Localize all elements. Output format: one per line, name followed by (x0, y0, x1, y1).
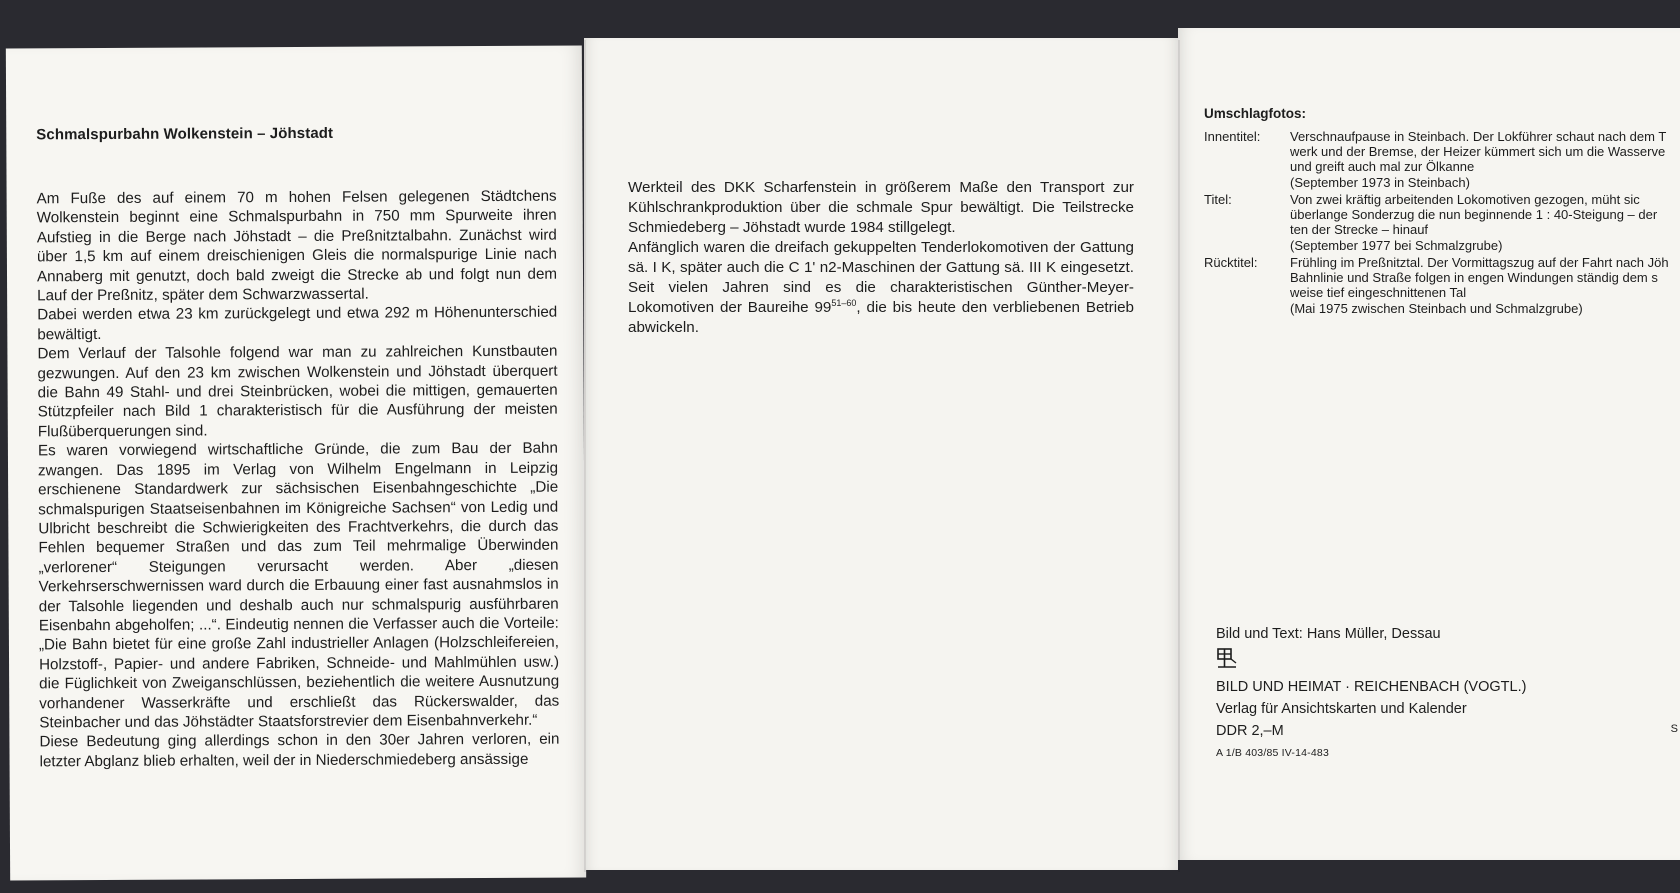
paragraph-text: Anfänglich waren die dreifach gekuppelten Tenderlokomotiven der Gattung sä. I K, später auch die C 1' n2-Maschinen der Gattung sä. III K eingesetzt. Seit vielen Jahren sind es die charakteristischen Günther-Meyer-Lokomotiven der Baureihe 99 (628, 239, 1134, 316)
caption-line: überlange Sonderzug die nun beginnende 1 : 40-Steigung – der (1290, 207, 1658, 223)
paragraph: Diese Bedeutung ging allerdings schon in den 30er Jahren verloren, ein letzter Abglanz blieb erhalten, weil der in Niederschmiedeberg ansässige (39, 730, 560, 771)
paragraph: Es waren vorwiegend wirtschaftliche Gründe, die zum Bau der Bahn zwangen. Das 1895 im Verlag von Wilhelm Engelmann in Leipzig erschienene Standardwerk zur sächsischen Eisenbahngeschichte „Die schmalspurigen Staatseisenbahnen im Königreiche Sachsen“ von Ledig und Ulbricht beschreibt die Schwierigkeiten des Frachtverkehrs, die durch das Fehlen bequemer Straßen und das zum Teil mehrmalige Überwinden „verlorener“ Steigungen verursacht werden. Aber „diesen Verkehrserschwernissen ward durch die Erbauung einer fast ausnahmslos in der Talsohle liegenden und deshalb auch nur schmalspurig ausführbaren Eisenbahn abgeholfen; ...“. Eindeutig nennen die Verfasser auch die Vorteile:„Die Bahn bietet für eine große Zahl industrieller Anlagen (Holzschleifereien, Holzstoff-, Papier- und andere Fabriken, Schneide- und Mahlmühlen usw.) die Füglichkeit von Zweiganschlüssen, beziehentlich die weitere Ausnutzung vorhandener Wasserkräfte und erschließt das Rückerswalder, das Steinbacher und das Jöhstädter Staatsforstrevier dem Eisenbahnverkehr.“ (37, 439, 560, 732)
photo-caption-text (1290, 255, 1680, 316)
photo-caption-text (1290, 129, 1680, 190)
caption-line: werk und der Bremse, der Heizer kümmert sich um die Wasserve (1290, 144, 1666, 160)
paragraph: Dem Verlauf der Talsohle folgend war man zu zahlreichen Kunstbauten gezwungen. Auf den 23 km zwischen Wolkenstein und Jöhstadt überquert die Bahn 49 Stahl- und drei Steinbrücken, wobei die mittigen, gemauerten Stützpfeiler nach Bild 1 charakteristisch für die Ausführung der meisten Flußüberquerungen sind. (37, 342, 558, 441)
paragraph: Dabei werden etwa 23 km zurückgelegt und etwa 292 m Höhenunterschied bewältigt. (37, 304, 558, 344)
caption-line: Verschnaufpause in Steinbach. Der Lokführer schaut nach dem T (1290, 129, 1667, 144)
article-continuation (628, 178, 1134, 338)
paragraph (628, 238, 1134, 338)
caption-line: (September 1977 bei Schmalzgrube) (1290, 237, 1503, 253)
left-page (6, 45, 586, 880)
publisher-name: BILD UND HEIMAT · REICHENBACH (VOGTL.) (1216, 679, 1527, 695)
caption-line: weise tief eingeschnittenen Tal (1290, 285, 1467, 301)
superscript: 51–60 (831, 297, 857, 308)
caption-line: Frühling im Preßnitztal. Der Vormittagszug auf der Fahrt nach Jöh (1290, 255, 1669, 270)
fold-line (584, 40, 586, 872)
page-title: Schmalspurbahn Wolkenstein – Jöhstadt (36, 124, 334, 144)
paragraph: Am Fuße des auf einem 70 m hohen Felsen gelegenen Städtchens Wolkenstein beginnt eine Schmalspurbahn in 750 mm Spurweite ihren Aufstieg in die Berge nach Jöhstadt – die Preßnitztalbahn. Zunächst wird über 1,5 km auf einem dreischienigen Gleis die normalspurige Linie nach Annaberg mit genutzt, doch bald zweigt die Strecke ab und folgt nun dem Lauf der Preßnitz, später dem Schwarzwassertal. (36, 187, 558, 305)
photo-caption-label: Innentitel: (1204, 129, 1261, 144)
caption-line: (Mai 1975 zwischen Steinbach und Schmalzgrube) (1290, 300, 1583, 316)
article-body (37, 187, 560, 772)
cover-photos-heading: Umschlagfotos: (1204, 106, 1307, 121)
edge-mark: S (1670, 723, 1678, 735)
caption-line: Bahnlinie und Straße folgen in engen Windungen ständig dem s (1290, 270, 1658, 286)
caption-line: Von zwei kräftig arbeitenden Lokomotiven gezogen, müht sic (1290, 192, 1640, 207)
publisher-logo-icon (1216, 647, 1238, 669)
fold-line (1178, 40, 1180, 872)
publisher-subtitle: Verlag für Ansichtskarten und Kalender (1216, 701, 1467, 717)
author-credit: Bild und Text: Hans Müller, Dessau (1216, 626, 1441, 642)
photo-caption-label: Rücktitel: (1204, 255, 1258, 270)
caption-line: ten der Strecke – hinauf (1290, 222, 1429, 238)
imprint (1216, 623, 1526, 764)
middle-page (584, 38, 1178, 870)
price-label: DDR 2,–M (1216, 723, 1284, 739)
paragraph: Werkteil des DKK Scharfenstein in größerem Maße den Transport zur Kühlschrankproduktion über die schmale Spur bewältigt. Die Teilstrecke Schmiedeberg – Jöhstadt wurde 1984 stillgelegt. (628, 179, 1134, 236)
caption-line: und greift auch mal zur Ölkanne (1290, 159, 1475, 175)
photo-caption-text (1290, 192, 1680, 253)
caption-line: (September 1973 in Steinbach) (1290, 174, 1470, 190)
catalog-code: A 1/B 403/85 IV-14-483 (1216, 747, 1329, 759)
paragraph-text: , die bis heute den verbliebenen Betrieb abwickeln. (628, 299, 1134, 336)
right-page (1178, 28, 1680, 860)
photo-caption-label: Titel: (1204, 192, 1232, 207)
